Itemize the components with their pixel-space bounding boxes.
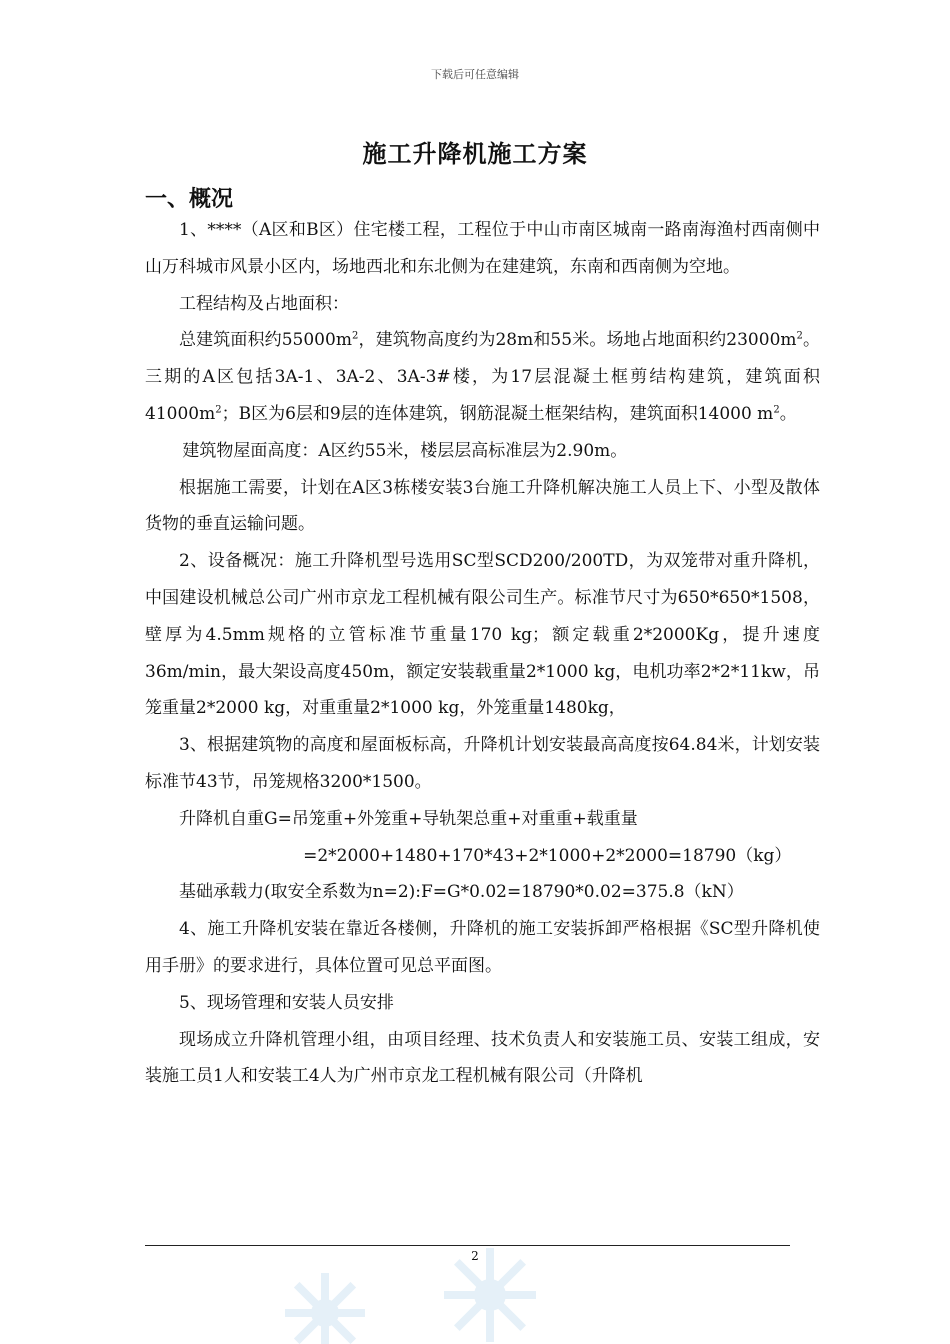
- paragraph-equipment: 2、设备概况：施工升降机型号选用SC型SCD200/200TD，为双笼带对重升降机，中国建设机械总公司广州市京龙工程机械有限公司生产。标准节尺寸为650*650*1508，壁厚为4.5mm规格的立管标准节重量170 kg；额定载重2*2000Kg，提升速度36m/min，最大架设高度450m，额定安装载重量2*1000 kg，电机功率2*2*11kw，吊笼重量2*2000 kg，对重重量2*1000 kg，外笼重量1480kg，: [145, 551, 820, 719]
- paragraph-formula: =2*2000+1480+170*43+2*1000+2*2000=18790（kg）: [303, 845, 792, 866]
- paragraph-management: 现场成立升降机管理小组，由项目经理、技术负责人和安装施工员、安装工组成，安装施工员1人和安装工4人为广州市京龙工程机械有限公司（升降机: [145, 1029, 820, 1087]
- snowflake-watermark-icon: [280, 1268, 370, 1344]
- superscript: 2: [215, 404, 222, 416]
- superscript: 2: [796, 330, 803, 342]
- area-text-e: 。: [779, 403, 797, 424]
- area-text-c: 。三期的A区包括3A-1、3A-2、3A-3#楼，为17层混凝土框剪结构建筑，建筑面积41000m: [145, 330, 821, 424]
- paragraph-self-weight: 升降机自重G=吊笼重+外笼重+导轨架总重+对重重+载重量: [179, 808, 638, 829]
- area-text-a: 总建筑面积约55000m: [179, 330, 352, 351]
- paragraph-roof-height: 建筑物屋面高度：A区约55米，楼层层高标准层为2.90m。: [182, 440, 628, 461]
- area-text-b: ，建筑物高度约为28m和55米。场地占地面积约23000m: [358, 330, 797, 351]
- snowflake-watermark-icon: [440, 1240, 540, 1344]
- document-title: 施工升降机施工方案: [362, 139, 588, 168]
- paragraph-plan: 根据施工需要，计划在A区3栋楼安装3台施工升降机解决施工人员上下、小型及散体货物的垂直运输问题。: [145, 477, 820, 535]
- paragraph-project-location: 1、****（A区和B区）住宅楼工程，工程位于中山市南区城南一路南海渔村西南侧中山万科城市风景小区内，场地西北和东北侧为在建建筑，东南和西南侧为空地。: [145, 220, 820, 277]
- paragraph-install-height: 3、根据建筑物的高度和屋面板标高，升降机计划安装最高高度按64.84米，计划安装标准节43节，吊笼规格3200*1500。: [145, 735, 820, 792]
- superscript: 2: [351, 330, 359, 342]
- header-note: 下载后可任意编辑: [431, 68, 519, 81]
- section-heading: 一、概况: [145, 186, 234, 212]
- area-text-d: ；B区为6层和9层的连体建筑，钢筋混凝土框架结构，建筑面积14000 m: [221, 403, 774, 424]
- paragraph-area: [145, 322, 820, 432]
- paragraph-install-location: 4、施工升降机安装在靠近各楼侧，升降机的施工安装拆卸严格根据《SC型升降机使用手册》的要求进行，具体位置可见总平面图。: [145, 919, 820, 976]
- document-body: [145, 212, 820, 1095]
- paragraph-structure-heading: 工程结构及占地面积：: [179, 293, 349, 314]
- superscript: 2: [773, 404, 780, 416]
- paragraph-bearing-capacity: 基础承载力(取安全系数为n=2):F=G*0.02=18790*0.02=375.8（kN）: [179, 882, 744, 903]
- paragraph-management-heading: 5、现场管理和安装人员安排: [179, 992, 394, 1013]
- page-number: 2: [471, 1249, 479, 1263]
